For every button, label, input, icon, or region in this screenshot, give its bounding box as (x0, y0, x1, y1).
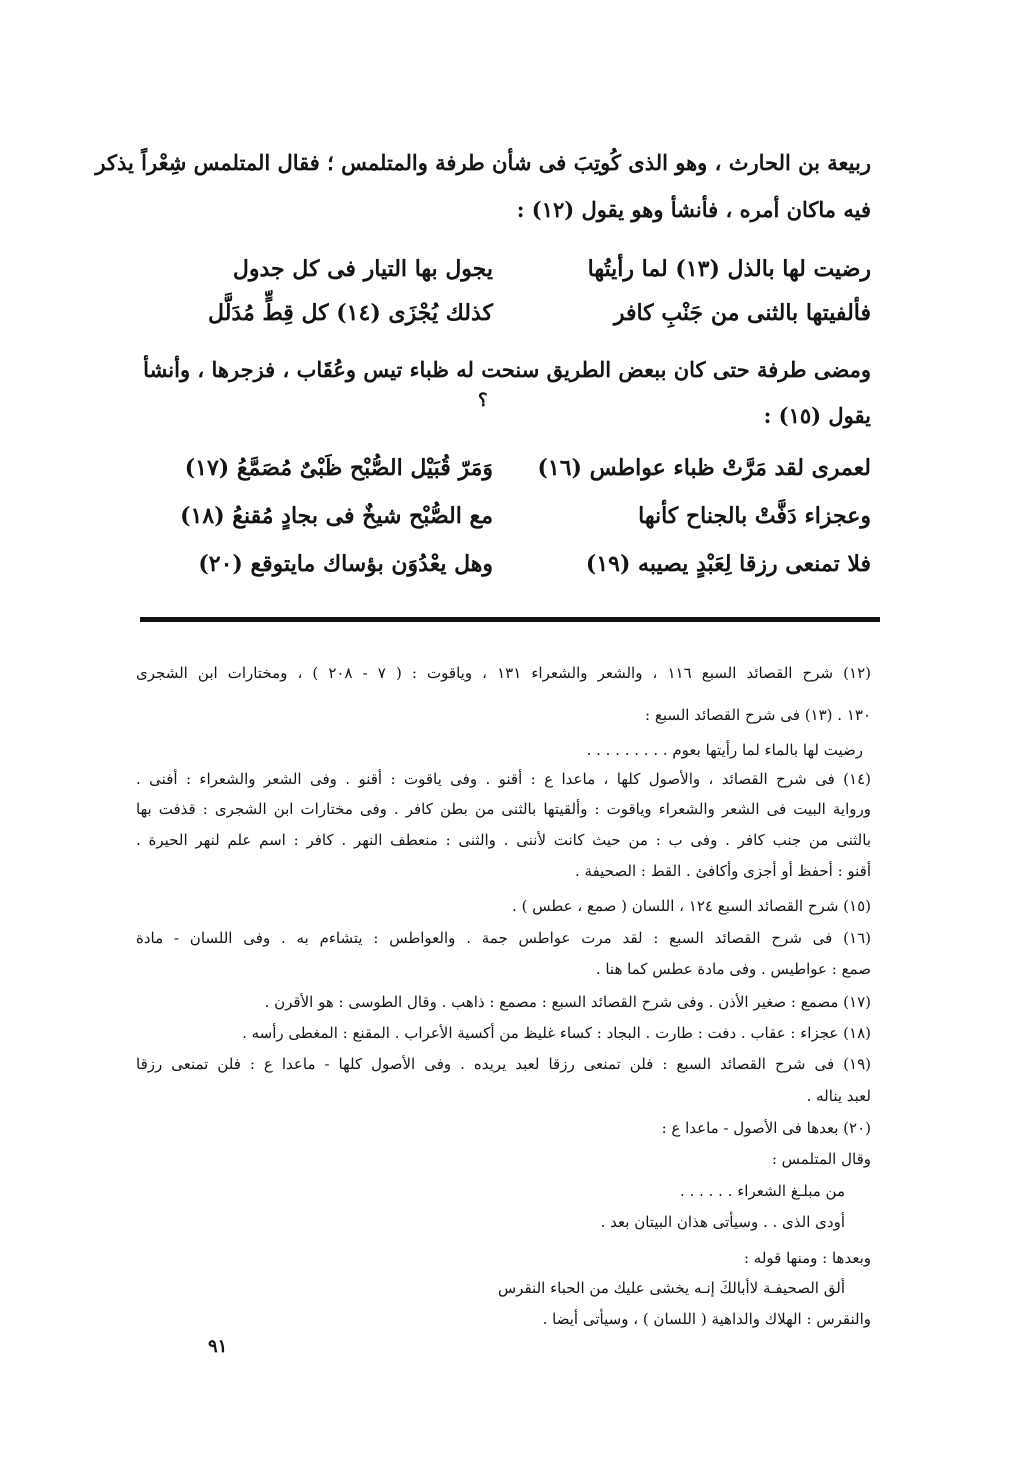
verse-hemistich-right: فلا تمنعى رزقا لِعَبْدٍ يصيبه (١٩) (585, 551, 871, 577)
verse-hemistich-left: مع الصُّبْح شيخٌ فى بجادٍ مُقنعُ (١٨) (180, 503, 493, 529)
footnote-line: أقنو : أحفظ أو أجزى وأكافئ . القط : الصحيفة . (574, 862, 871, 880)
verse-hemistich-left: وَمَرّ قُبَيْل الصُّبْح ظَبْىٌ مُصَمَّعُ (١٧) (184, 455, 493, 481)
prose-line: فيه ماكان أمره ، فأنشأ وهو يقول (١٢) : (516, 197, 871, 222)
footnote-line: (١٦) فى شرح القصائد السبع : لقد مرت عواطس جمة . والعواطس : يتشاءم به . وفى اللسان - مادة (136, 929, 871, 947)
footnote-line: من مبلـغ الشعراء . . . . . . (680, 1182, 845, 1200)
footnote-line: وقال المتلمس : (771, 1150, 871, 1168)
footnote-line: وبعدها : ومنها قوله : (743, 1249, 871, 1267)
footnote-line: بالثنى من جنب كافر . وفى ب : من حيث كانت لأننى . والثنى : منعطف النهر . كافر : اسم علم لنهر الحيرة . (136, 831, 871, 849)
footnote-line: لعبد يناله . (806, 1087, 871, 1105)
footnote-line: ألق الصحيفـة لاأبالكَ إنـه يخشى عليك من الحباء النقرس (497, 1279, 845, 1297)
footnote-line: أودى الذى . . وسيأتى هذان البيتان بعد . (600, 1213, 845, 1231)
footnote-line: صمع : عواطيس . وفى مادة عطس كما هنا . (595, 960, 871, 978)
footnote-divider (140, 617, 880, 622)
verse-hemistich-right: فألفيتها بالثنى من جَنْبِ كافر (613, 300, 871, 326)
footnote-line: (١٨) عجزاء : عقاب . دفت : طارت . البجاد : كساء غليظ من أكسية الأعراب . المقنع : المغطى رأسه . (242, 1024, 871, 1042)
footnote-line: ورواية البيت فى الشعر والشعراء وياقوت : وألقيتها بالثنى من بطن كافر . وفى مختارات ابن الشجرى : قذفت بها (136, 800, 871, 818)
footnote-line: (١٥) شرح القصائد السبع ١٢٤ ، اللسان ( صمع ، عطس ) . (512, 897, 871, 915)
footnote-line: (١٩) فى شرح القصائد السبع : فلن تمنعى رزقا لعبد يريده . وفى الأصول كلها - ماعدا ع : فلن تمنعى رزقا (136, 1055, 871, 1073)
prose-line: ربيعة بن الحارث ، وهو الذى كُوتِبَ فى شأن طرفة والمتلمس ؛ فقال المتلمس شِعْراً يذكر (95, 150, 871, 175)
prose-line: يقول (١٥) : (763, 403, 871, 428)
prose-line: ومضى طرفة حتى كان ببعض الطريق سنحت له ظباء تيس وعُقَاب ، فزجرها ، وأنشأ (143, 357, 871, 382)
footnote-line: (٢٠) بعدها فى الأصول - ماعدا ع : (661, 1119, 871, 1137)
margin-mark: ؟ (478, 390, 488, 411)
verse-hemistich-left: يجول بها التيار فى كل جدول (232, 256, 493, 282)
verse-hemistich-left: وهل يعْدُوَن بؤساك مايتوقع (٢٠) (198, 551, 493, 577)
verse-hemistich-left: كذلك يُجْزَى (١٤) كل قِطٍّ مُدَلَّل (208, 300, 493, 326)
verse-hemistich-right: وعجزاء دَفَّتْ بالجناح كأنها (638, 503, 871, 529)
page-number: ٩١ (208, 1336, 228, 1357)
verse-hemistich-right: لعمرى لقد مَرَّتْ ظباء عواطس (١٦) (537, 455, 871, 481)
footnote-line: ١٣٠ . (١٣) فى شرح القصائد السبع : (645, 706, 871, 724)
footnote-line: (١٤) فى شرح القصائد ، والأصول كلها ، ماعدا ع : أقنو . وفى ياقوت : أقنو . وفى الشعر والشعراء : أفنى . (136, 770, 871, 788)
footnote-line: والنقرس : الهلاك والداهية ( اللسان ) ، وسيأتى أيضا . (542, 1310, 871, 1328)
footnote-line: (١٢) شرح القصائد السبع ١١٦ ، والشعر والشعراء ١٣١ ، وياقوت : ( ٧ - ٢٠٨ ) ، ومختارات ابن الشجرى (136, 664, 871, 682)
footnote-line: (١٧) مصمع : صغير الأذن . وفى شرح القصائد السبع : مصمع : ذاهب . وقال الطوسى : هو الأقرن . (264, 993, 871, 1011)
footnote-line: رضيت لها بالماء لما رأيتها بعوم . . . . . . . . . (586, 741, 863, 759)
verse-hemistich-right: رضيت لها بالذل (١٣) لما رأيتُها (587, 256, 871, 282)
